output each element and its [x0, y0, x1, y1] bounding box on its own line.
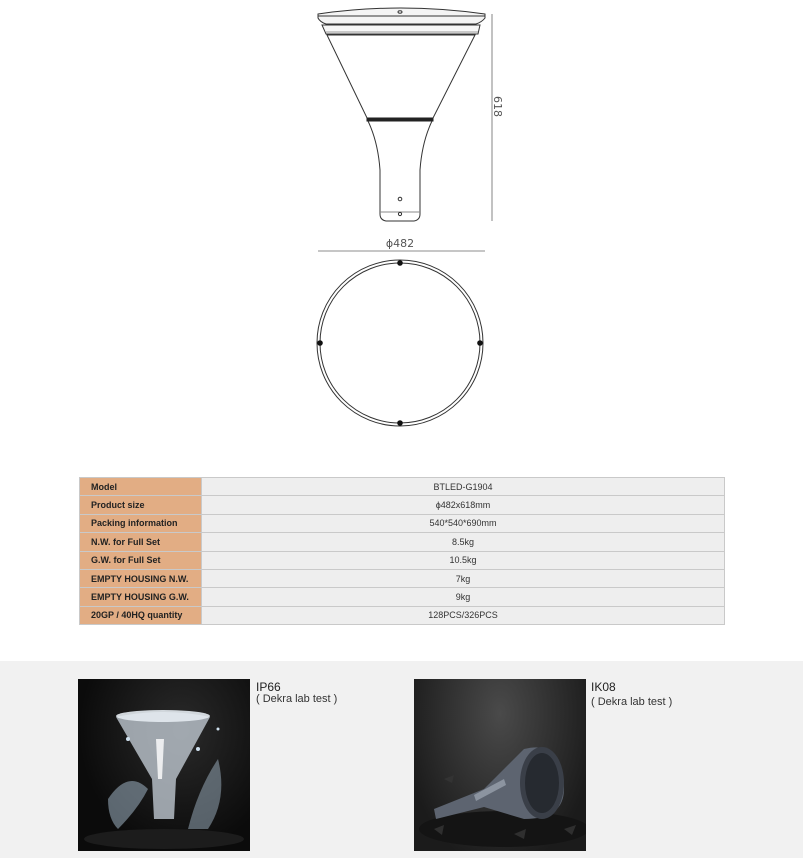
spec-label: N.W. for Full Set: [80, 533, 202, 551]
diameter-dimension: [318, 237, 485, 251]
spec-value: 540*540*690mm: [202, 514, 725, 532]
spec-value: BTLED-G1904: [202, 478, 725, 496]
spec-value: ϕ482x618mm: [202, 496, 725, 514]
side-view-drawing: [318, 8, 485, 221]
spec-row-product-size: [80, 496, 725, 514]
spec-table: [79, 477, 725, 625]
spec-label: EMPTY HOUSING N.W.: [80, 569, 202, 587]
ip66-subtitle: ( Dekra lab test ): [256, 693, 338, 705]
spec-label: EMPTY HOUSING G.W.: [80, 588, 202, 606]
height-dimension-label: 618: [491, 96, 504, 117]
top-view-drawing: [317, 260, 483, 426]
spec-label: G.W. for Full Set: [80, 551, 202, 569]
spec-label: Model: [80, 478, 202, 496]
spec-label: Product size: [80, 496, 202, 514]
spec-value: 8.5kg: [202, 533, 725, 551]
ik08-title: IK08: [591, 680, 616, 694]
spec-label: Packing information: [80, 514, 202, 532]
spec-row-model: [80, 478, 725, 496]
ip66-title: IP66: [256, 680, 281, 694]
diameter-dimension-label: ϕ482: [385, 237, 415, 250]
spec-value: 10.5kg: [202, 551, 725, 569]
spec-label: 20GP / 40HQ quantity: [80, 606, 202, 624]
test-band: [0, 661, 803, 858]
spec-row-empty-gw: [80, 588, 725, 606]
ip66-test-photo: [78, 679, 250, 851]
spec-value: 9kg: [202, 588, 725, 606]
ik08-subtitle: ( Dekra lab test ): [591, 696, 673, 708]
spec-row-gw-full: [80, 551, 725, 569]
spec-row-packing: [80, 514, 725, 532]
spec-row-container-qty: [80, 606, 725, 624]
height-dimension: [491, 14, 504, 221]
spec-row-empty-nw: [80, 569, 725, 587]
spec-value: 7kg: [202, 569, 725, 587]
ik08-test-photo: [414, 679, 586, 851]
spec-value: 128PCS/326PCS: [202, 606, 725, 624]
spec-row-nw-full: [80, 533, 725, 551]
